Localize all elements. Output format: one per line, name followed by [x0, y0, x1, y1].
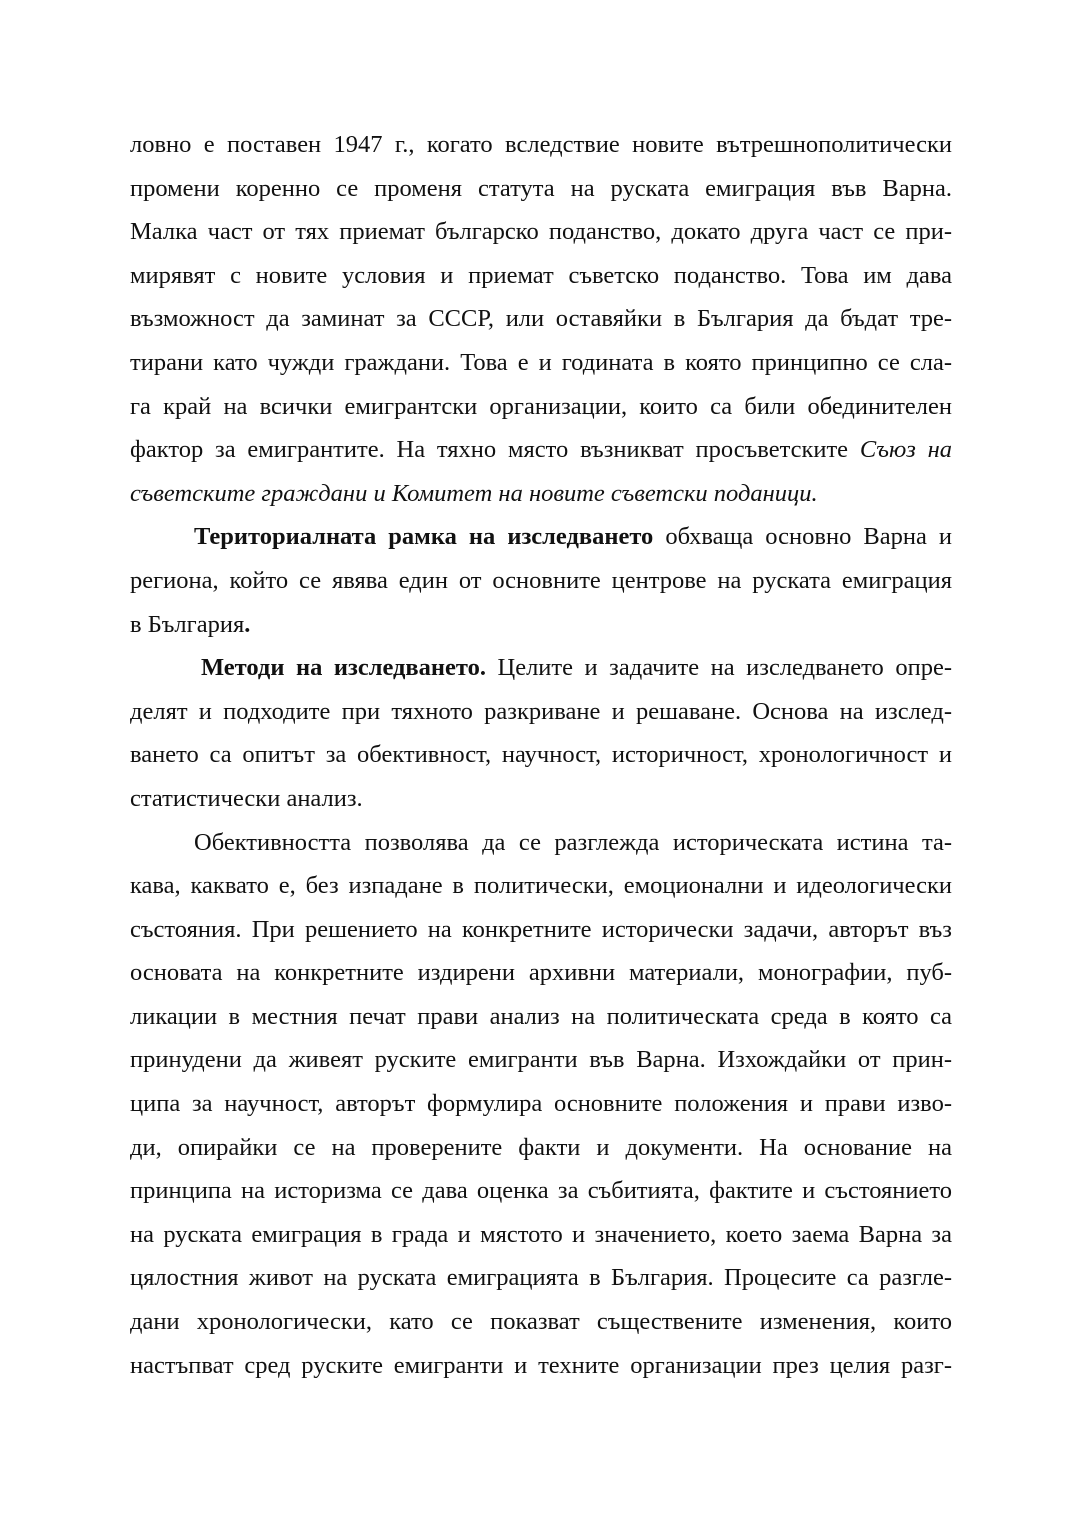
- text-line: [130, 603, 952, 647]
- text-segment: обхваща основно Варна и: [653, 523, 953, 551]
- text-line: [130, 646, 952, 690]
- text-line: [130, 995, 952, 1039]
- text-line: [130, 1082, 952, 1126]
- text-segment: състояния. При решението на конкретните исторически задачи, авторът въз: [130, 915, 952, 943]
- text-line: [130, 1126, 952, 1170]
- text-line: [130, 1344, 952, 1388]
- text-segment: ловно е поставен 1947 г., когато вследствие новите вътрешнополитически: [130, 131, 952, 158]
- text-segment: тирани като чужди граждани. Това е и годината в която принципно се сла-: [130, 348, 952, 376]
- paragraph: [130, 821, 952, 1388]
- text-line: [130, 472, 952, 516]
- text-line: [130, 1300, 952, 1344]
- text-line: [130, 559, 952, 603]
- text-segment: Целите и задачите на изследването опре-: [485, 654, 952, 682]
- italic-text: Съюз на: [859, 436, 953, 464]
- text-segment: основата на конкретните издирени архивни материали, монографии, пуб-: [130, 959, 952, 987]
- text-line: [130, 777, 952, 821]
- text-segment: ди, опирайки се на проверените факти и документи. На основание на: [130, 1133, 952, 1161]
- text-line: [130, 210, 952, 254]
- text-segment: дани хронологически, като се показват съществените изменения, които: [130, 1308, 952, 1336]
- text-line: [130, 821, 952, 865]
- text-segment: промени коренно се променя статута на руската емиграция във Варна.: [130, 174, 952, 202]
- text-segment: Обективността позволява да се разглежда историческата истина та-: [194, 828, 952, 856]
- text-line: [130, 123, 952, 167]
- text-line: [130, 428, 952, 472]
- text-line: [130, 254, 952, 298]
- paragraph: [130, 123, 952, 515]
- text-line: [130, 297, 952, 341]
- text-segment: настъпват сред руските емигранти и техните организации през целия разг-: [130, 1351, 952, 1379]
- text-segment: цялостния живот на руската емиграцията в България. Процесите са разгле-: [130, 1264, 952, 1292]
- text-segment: региона, който се явява един от основните центрове на руската емиграция: [130, 566, 952, 594]
- bold-text: .: [244, 610, 251, 638]
- text-segment: в България: [130, 610, 245, 638]
- text-line: [130, 1256, 952, 1300]
- text-segment: мирявят с новите условия и приемат съветско поданство. Това им дава: [130, 261, 952, 289]
- italic-text: съветските граждани и Комитет на новите съветски поданици.: [130, 479, 818, 507]
- text-segment: възможност да заминат за СССР, или оставяйки в България да бъдат тре-: [130, 305, 952, 333]
- text-line: [130, 167, 952, 211]
- text-line: [130, 951, 952, 995]
- text-line: [130, 1213, 952, 1257]
- text-segment: принудени да живеят руските емигранти във Варна. Изхождайки от прин-: [130, 1046, 952, 1074]
- text-segment: принципа на историзма се дава оценка за събитията, фактите и състоянието: [130, 1177, 952, 1205]
- bold-text: Методи на изследването.: [201, 654, 486, 682]
- text-segment: делят и подходите при тяхното разкриване и решаване. Основа на изслед-: [130, 697, 952, 725]
- text-segment: ципа за научност, авторът формулира основните положения и прави изво-: [130, 1090, 952, 1118]
- text-line: [130, 341, 952, 385]
- text-line: [130, 864, 952, 908]
- text-line: [130, 515, 952, 559]
- text-line: [130, 690, 952, 734]
- text-segment: ването са опитът за обективност, научност, историчност, хронологичност и: [130, 741, 952, 769]
- text-segment: га край на всички емигрантски организации, които са били обединителен: [130, 392, 952, 420]
- text-segment: фактор за емигрантите. На тяхно място възникват просъветските: [130, 436, 860, 464]
- text-segment: статистически анализ.: [130, 784, 363, 812]
- text-segment: на руската емиграция в града и мястото и значението, което заема Варна за: [130, 1220, 952, 1248]
- paragraph: [130, 646, 952, 820]
- text-line: [130, 385, 952, 429]
- text-segment: кава, каквато е, без изпадане в политически, емоционални и идеологически: [130, 872, 952, 900]
- bold-text: Териториалната рамка на изследването: [194, 523, 654, 551]
- text-line: [130, 733, 952, 777]
- text-segment: Малка част от тях приемат българско поданство, докато друга част се при-: [130, 218, 952, 246]
- text-segment: ликации в местния печат прави анализ на политическата среда в която са: [130, 1002, 952, 1030]
- paragraph: [130, 515, 952, 646]
- body-text: [130, 123, 952, 1387]
- text-line: [130, 1169, 952, 1213]
- text-line: [130, 908, 952, 952]
- text-line: [130, 1038, 952, 1082]
